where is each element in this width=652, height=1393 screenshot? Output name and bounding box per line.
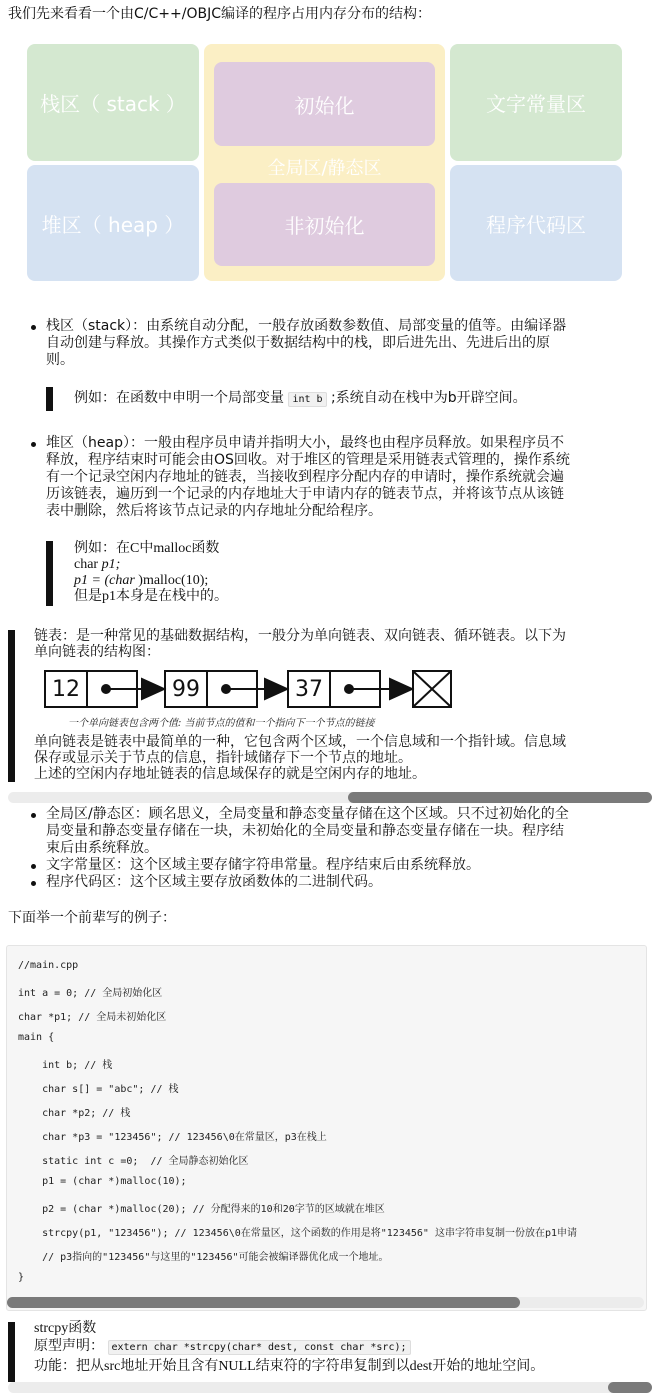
- global-desc-3: 束后由系统释放。: [46, 840, 158, 856]
- heap-quote-2: char p1;: [74, 557, 121, 572]
- scrollbar-thumb[interactable]: [348, 792, 652, 803]
- quote-bar: [8, 1322, 15, 1382]
- intro-text: 我们先来看看一个由C/C++/OBJC编译的程序占用内存分布的结构：: [8, 6, 431, 22]
- init-label: 初始化: [294, 93, 355, 118]
- code-line: }: [18, 1272, 25, 1283]
- code-line: //main.cpp: [18, 960, 79, 971]
- global-desc-1: 全局区/静态区：顾名思义，全局变量和静态变量存储在这个区域。只不过初始化的全: [46, 806, 569, 822]
- global-desc-2: 局变量和静态变量存储在一块，未初始化的全局变量和静态变量存储在一块。程序结: [46, 823, 564, 839]
- strcpy-proto-code: extern char *strcpy(char* dest, const char *src);: [108, 1340, 411, 1355]
- stack-desc-3: 则。: [46, 352, 74, 368]
- heap-desc-4: 历该链表，遍历到一个记录的内存地址大于申请内存的链表节点，并将该节点从该链: [46, 486, 564, 502]
- heap-quote-4: 但是p1本身是在栈中的。: [74, 589, 228, 604]
- code-area-desc: 程序代码区：这个区域主要存放函数体的二进制代码。: [46, 874, 382, 890]
- code-line: static int c =0; // 全局静态初始化区: [18, 1156, 249, 1167]
- strcpy-title: strcpy函数: [34, 1321, 97, 1336]
- code-line: int a = 0; // 全局初始化区: [18, 988, 163, 999]
- arrow-head: [390, 679, 412, 699]
- heap-desc-5: 表中删除，然后将该节点记录的内存地址分配给程序。: [46, 503, 382, 519]
- strcpy-func: 功能：把从src地址开始且含有NULL结束符的字符串复制到以dest开始的地址空间。: [34, 1359, 545, 1374]
- arrow-head: [142, 679, 164, 699]
- heap-desc-1: 堆区（heap）：一般由程序员申请并指明大小，最终也由程序员释放。如果程序员不: [46, 435, 564, 451]
- code-line-clip: [7, 1220, 644, 1240]
- arrow-head: [265, 679, 287, 699]
- heap-desc-3: 有一个记录空闲内存地址的链表，当接收到程序分配内存的申请时，操作系统就会遍: [46, 469, 564, 485]
- heap-label: 堆区（ heap ）: [41, 212, 185, 237]
- stack-desc-1: 栈区（stack）：由系统自动分配，一般存放函数参数值、局部变量的值等。由编译器: [46, 318, 567, 334]
- bullet: [31, 864, 36, 869]
- code-line: main {: [18, 1032, 55, 1043]
- scrollbar-thumb[interactable]: [608, 1382, 652, 1393]
- heap-quote-3: p1 = (char )malloc(10);: [74, 573, 209, 588]
- node-value: 37: [287, 670, 331, 708]
- stack-desc-2: 自动创建与释放。其操作方式类似于数据结构中的栈，即后进先出、先进后出的原: [46, 335, 550, 351]
- example-heading: 下面举一个前辈写的例子：: [8, 910, 176, 926]
- strcpy-proto-label: 原型声明：: [34, 1339, 104, 1354]
- node-value: 12: [44, 670, 88, 708]
- code-line: p2 = (char *)malloc(20); // 分配得来的10和20字节的区域就在堆区: [18, 1204, 385, 1215]
- uninit-label: 非初始化: [284, 214, 365, 238]
- stack-example-code: int b: [288, 392, 326, 407]
- linked-list-intro-1: 链表：是一种常见的基础数据结构，一般分为单向链表、双向链表、循环链表。以下为: [34, 629, 566, 644]
- stack-example-suffix: ;系统自动在栈中为b开辟空间。: [331, 390, 527, 406]
- code-line: char *p1; // 全局未初始化区: [18, 1012, 167, 1023]
- code-line: p1 = (char *)malloc(10);: [18, 1176, 187, 1187]
- strcpy-proto: [34, 1339, 411, 1356]
- bullet: [31, 813, 36, 818]
- code-line: char *p2; // 栈: [18, 1108, 131, 1119]
- code-line: char s[] = "abc"; // 栈: [18, 1084, 179, 1095]
- linked-list-desc-1: 单向链表是链表中最简单的一种，它包含两个区域，一个信息域和一个指针域。信息域: [34, 735, 566, 750]
- linked-list-desc-2: 保存或显示关于节点的信息，指针域储存下一个节点的地址。: [34, 751, 412, 766]
- node-value: 99: [164, 670, 208, 708]
- heap-quote-1: 例如：在C中malloc函数: [74, 541, 220, 556]
- linked-list-intro-2: 单向链表的结构图：: [34, 645, 160, 660]
- stack-example-prefix: 例如：在函数中申明一个局部变量: [74, 390, 284, 406]
- code-line: // p3指向的"123456"与这里的"123456"可能会被编译器优化成一个地址。: [18, 1252, 389, 1263]
- code-area-label: 程序代码区: [486, 212, 586, 237]
- linked-list-desc-3: 上述的空闲内存地址链表的信息域保存的就是空闲内存的地址。: [34, 767, 426, 782]
- text-const-label: 文字常量区: [486, 92, 586, 116]
- code-line: int b; // 栈: [18, 1060, 113, 1071]
- code-line: char *p3 = "123456"; // 123456\0在常量区，p3在栈上: [18, 1132, 327, 1143]
- stack-label: 栈区（ stack ）: [40, 92, 186, 116]
- code-scrollbar-thumb[interactable]: [7, 1297, 520, 1308]
- linked-list-caption: 一个单向链表包含两个值: 当前节点的值和一个指向下一个节点的链接: [68, 718, 375, 729]
- global-static-label: 全局区/静态区: [267, 158, 382, 179]
- code-line: strcpy(p1, "123456"); // 123456\0在常量区，这个函数的作用是将"123456" 这串字符串复制一份放在p1申请: [18, 1228, 577, 1239]
- heap-desc-2: 释放，程序结束时可能会由OS回收。对于堆区的管理是采用链表式管理的，操作系统: [46, 452, 570, 468]
- text-const-desc: 文字常量区：这个区域主要存储字符串常量。程序结束后由系统释放。: [46, 857, 480, 873]
- horizontal-scrollbar[interactable]: [8, 1382, 652, 1393]
- bullet: [31, 881, 36, 886]
